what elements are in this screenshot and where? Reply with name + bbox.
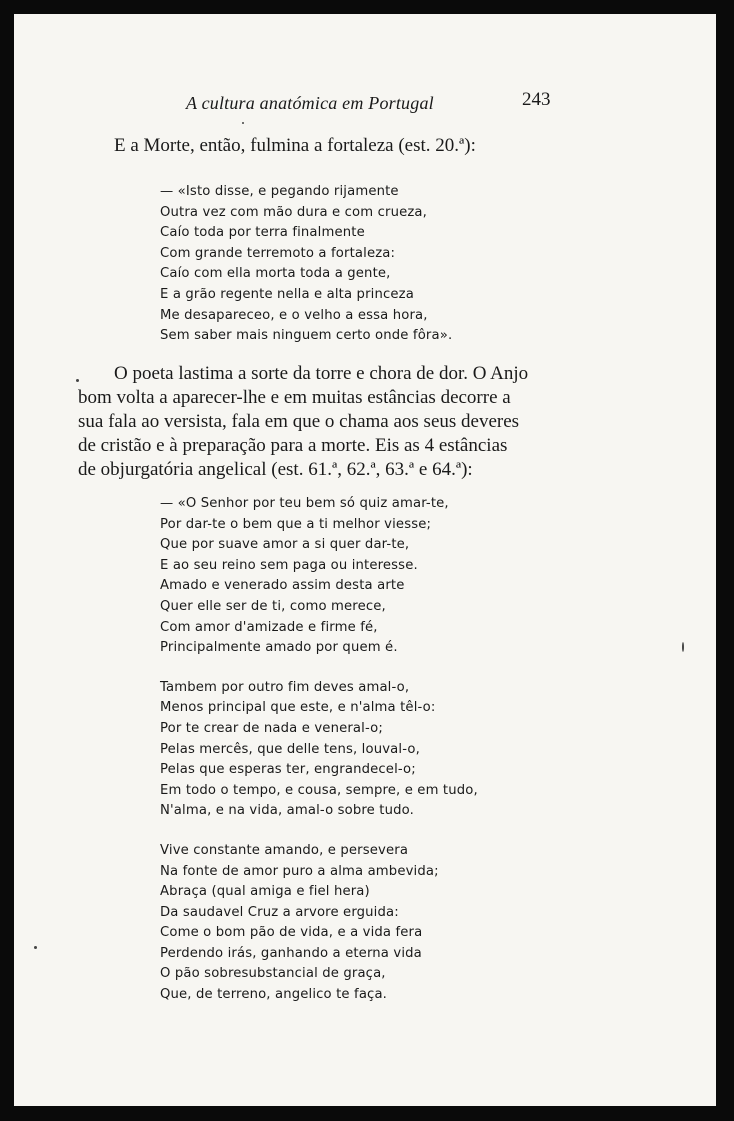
verse-line: Com grande terremoto a fortaleza:	[160, 245, 396, 261]
verse-line: Outra vez com mão dura e com crueza,	[160, 204, 428, 220]
body-paragraph	[14, 362, 716, 492]
verse-line: Principalmente amado por quem é.	[160, 640, 398, 656]
verse-line: Com amor d'amizade e firme fé,	[160, 619, 378, 635]
scan-speck	[76, 379, 79, 382]
verse-line: Me desapareceo, e o velho a essa hora,	[160, 307, 428, 323]
verse-line: Da saudavel Cruz a arvore erguida:	[160, 904, 399, 920]
verse-line: Caío com ella morta toda a gente,	[160, 266, 391, 282]
verse-line: Come o bom pão de vida, e a vida fera	[160, 925, 423, 941]
page-number: 243	[522, 89, 551, 110]
intro-line: E a Morte, então, fulmina a fortaleza (est. 20.ª):	[114, 135, 476, 156]
stanza	[160, 678, 478, 822]
verse-line: Abraça (qual amiga e fiel hera)	[160, 884, 370, 900]
verse-line: Amado e venerado assim desta arte	[160, 578, 405, 594]
verse-line: E ao seu reino sem paga ou interesse.	[160, 557, 418, 573]
verse-line: Na fonte de amor puro a alma ambevida;	[160, 863, 439, 879]
verse-line: Quer elle ser de ti, como merece,	[160, 598, 386, 614]
paragraph-line: O poeta lastima a sorte da torre e chora de dor. O Anjo	[114, 363, 529, 384]
stanza	[160, 841, 478, 1006]
verse-line: Menos principal que este, e n'alma têl-o:	[160, 700, 436, 716]
scan-speck	[242, 122, 244, 124]
paragraph-line: de objurgatória angelical (est. 61.ª, 62.ª, 63.ª e 64.ª):	[78, 459, 473, 480]
stanza	[160, 182, 452, 347]
verse-line: Vive constante amando, e persevera	[160, 842, 409, 858]
verse-line: — «Isto disse, e pegando rijamente	[160, 184, 399, 199]
verse-line: — «O Senhor por teu bem só quiz amar-te,	[160, 496, 449, 511]
verse-line: Tambem por outro fim deves amal-o,	[160, 679, 410, 695]
scan-speck	[34, 946, 37, 949]
verse-line: Que por suave amor a si quer dar-te,	[160, 537, 410, 553]
verse-line: Perdendo irás, ganhando a eterna vida	[160, 945, 422, 961]
verse-line: Por dar-te o bem que a ti melhor viesse;	[160, 516, 432, 532]
paragraph-line: sua fala ao versista, fala em que o chama aos seus deveres	[78, 411, 520, 432]
verse-line: N'alma, e na vida, amal-o sobre tudo.	[160, 803, 414, 819]
quote-death-stanza	[160, 182, 452, 347]
paragraph-line: de cristão e à preparação para a morte. Eis as 4 estâncias	[78, 435, 508, 456]
verse-line: Por te crear de nada e veneral-o;	[160, 720, 383, 736]
running-head	[14, 87, 716, 117]
verse-line: E a grão regente nella e alta princeza	[160, 286, 414, 302]
running-head-title: A cultura anatómica em Portugal	[186, 93, 434, 113]
verse-line: O pão sobresubstancial de graça,	[160, 966, 386, 982]
verse-line: Pelas que esperas ter, engrandecel-o;	[160, 762, 416, 778]
verse-line: Que, de terreno, angelico te faça.	[160, 987, 388, 1003]
quote-angel-stanzas	[160, 494, 478, 1006]
book-page	[14, 14, 716, 1106]
scan-speck	[682, 642, 684, 652]
verse-line: Sem saber mais ninguem certo onde fôra».	[160, 328, 453, 344]
stanza	[160, 494, 478, 659]
paragraph-line: bom volta a aparecer-lhe e em muitas estâncias decorre a	[78, 387, 511, 408]
verse-line: Em todo o tempo, e cousa, sempre, e em tudo,	[160, 782, 478, 798]
verse-line: Caío toda por terra finalmente	[160, 225, 365, 241]
verse-line: Pelas mercês, que delle tens, louval-o,	[160, 741, 420, 757]
